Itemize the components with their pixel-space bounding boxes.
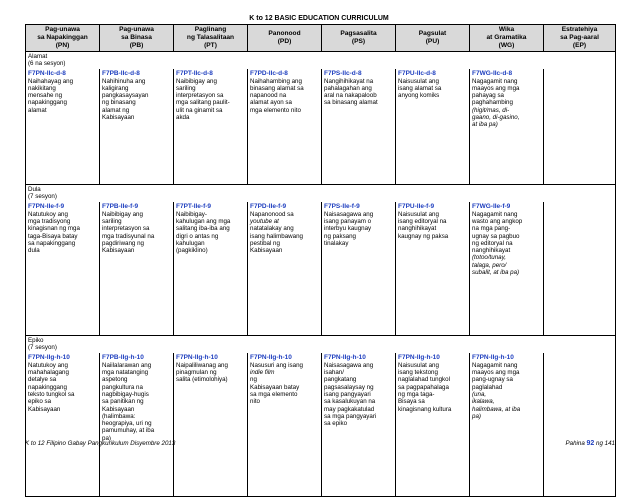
column-header-line: (WG) bbox=[498, 42, 515, 49]
competency-cell bbox=[544, 353, 616, 497]
column-header-line: Pagsulat bbox=[418, 30, 447, 37]
competency-cell bbox=[26, 69, 100, 185]
competency-text: Naihahayag ang nakikitang mensahe ng napakinggang alamat bbox=[28, 77, 74, 114]
table-row bbox=[26, 69, 616, 185]
competency-text: Nagagamit nang maayos ang mga pahayag sa paghahambing bbox=[472, 77, 520, 107]
competency-text: Naibibigay ang sariling interpretasyon sa mga tradisyunal na pagdiriwang ng Kabisayaan bbox=[102, 210, 155, 255]
column-header-line: Wika bbox=[498, 26, 515, 33]
section-label-row bbox=[26, 336, 616, 353]
competency-code: F7PS-IIe-f-9 bbox=[324, 202, 360, 210]
competency-text-continued: natatalakay ang isang halimbawang pestibal ng Kabisayaan bbox=[250, 225, 303, 255]
table-row bbox=[26, 202, 616, 336]
section-label-row bbox=[26, 52, 616, 69]
competency-text: Naipaliliwanag ang pinagmulan ng salita (etimolohiya) bbox=[176, 361, 228, 384]
competency-code: F7PU-IIc-d-8 bbox=[398, 69, 436, 77]
competency-text: Nahihinuha ang kaligirang pangkasaysayan ng binasang alamat ng Kabisayaan bbox=[102, 77, 149, 122]
column-header-line: sa Napakinggan bbox=[37, 34, 88, 41]
competency-italic-text: (totoo/tunay, talaga, pero/ subalit, at iba pa) bbox=[472, 254, 520, 277]
competency-cell bbox=[322, 202, 396, 336]
competency-code: F7PN-IIg-h-10 bbox=[324, 353, 366, 361]
competency-text: Naisusulat ang isang alamat sa anyong komiks bbox=[398, 77, 442, 100]
column-header-line: (PU) bbox=[425, 38, 440, 45]
column-header-line: (PN) bbox=[55, 42, 70, 49]
competency-text: Naisusulat ang isang tekstong naglalahad tungkol sa pagpapahalaga ng mga taga- Bisaya sa kinagisnang kultura bbox=[398, 361, 452, 413]
competency-text: Natutukoy ang mahahalagang detalye sa napakinggang teksto tungkol sa epiko sa Kabisayaan bbox=[28, 361, 75, 413]
competency-text: Naibibigay ang sariling interpretasyon sa mga salitang paulit- ulit na ginamit sa akda bbox=[176, 77, 230, 122]
competency-code: F7PT-IIc-d-8 bbox=[176, 69, 213, 77]
competency-cell bbox=[470, 353, 544, 497]
competency-cell bbox=[26, 353, 100, 497]
column-header bbox=[26, 25, 100, 52]
competency-code: F7PD-IIe-f-9 bbox=[250, 202, 287, 210]
section-label-cell bbox=[26, 336, 616, 353]
column-header bbox=[174, 25, 248, 52]
column-header-line: Pag-unawa bbox=[119, 26, 154, 33]
competency-text: Nagagamit nang wasto ang angkop na mga pang- ugnay sa pagbuo ng editoryal na nanghihikayat bbox=[472, 210, 523, 255]
competency-text: Nagagamit nang maayos ang mga pang-ugnay sa paglalahad bbox=[472, 361, 520, 391]
section-label: Alamat (6 na sesyon) bbox=[28, 53, 66, 68]
competency-text: Nangihihikayat na pahalagahan ang aral na nakapaloob sa binasang alamat bbox=[324, 77, 378, 107]
competency-code: F7PN-IIg-h-10 bbox=[176, 353, 218, 361]
section-label-cell bbox=[26, 185, 616, 202]
competency-cell bbox=[100, 69, 174, 185]
column-header-line: (PT) bbox=[204, 42, 217, 49]
column-header bbox=[322, 25, 396, 52]
competency-code: F7PN-IIg-h-10 bbox=[398, 353, 440, 361]
competency-cell bbox=[174, 202, 248, 336]
column-header-line: sa Binasa bbox=[121, 34, 152, 41]
competency-cell bbox=[100, 202, 174, 336]
competency-text: Naisasagawa ang isang panayam o interbyu kaugnay ng paksang tinalakay bbox=[324, 210, 374, 247]
column-header-line: (PB) bbox=[129, 42, 144, 49]
competency-cell bbox=[248, 69, 322, 185]
column-header bbox=[396, 25, 470, 52]
column-header-line: Pag-unawa bbox=[45, 26, 80, 33]
competency-italic-text: (higit/mas, di- gaano, di-gasino, at iba pa) bbox=[472, 106, 520, 129]
competency-cell bbox=[544, 202, 616, 336]
competency-text: Naisasagawa ang isahan/ pangkatang pagsasalaysay ng isang pangyayari sa kasalukuyan na may pagkakatulad sa mga pangyayari sa epiko bbox=[324, 361, 377, 428]
column-header bbox=[248, 25, 322, 52]
column-header-line: (PS) bbox=[351, 38, 366, 45]
table-row bbox=[26, 353, 616, 497]
section-label-cell bbox=[26, 52, 616, 69]
column-header-line: ng Talasalitaan bbox=[186, 34, 235, 41]
competency-code: F7PB-IIg-h-10 bbox=[102, 353, 144, 361]
competency-text: Natutukoy ang mga tradisyong kinagisnan ng mga taga-Bisaya batay sa napakinggang dula bbox=[28, 210, 80, 255]
page-title: K to 12 BASIC EDUCATION CURRICULUM bbox=[249, 15, 389, 22]
competency-cell bbox=[396, 353, 470, 497]
column-header-line: Panonood bbox=[268, 30, 301, 37]
competency-code: F7PN-IIc-d-8 bbox=[28, 69, 66, 77]
competency-text: Naihahambing ang binasang alamat sa napanood na alamat ayon sa mga elemento nito bbox=[250, 77, 304, 114]
column-header bbox=[544, 25, 616, 52]
competency-cell bbox=[174, 69, 248, 185]
footer-page-number: Pahina 92 ng 141 bbox=[565, 440, 615, 447]
competency-cell bbox=[396, 69, 470, 185]
competency-code: F7PS-IIc-d-8 bbox=[324, 69, 362, 77]
competency-text: Naibibigay- kahulugan ang mga salitang iba-iba ang digri o antas ng kahulugan (pagkiklino) bbox=[176, 210, 231, 255]
competency-code: F7WG-IIc-d-8 bbox=[472, 69, 513, 77]
competency-code: F7PU-IIe-f-9 bbox=[398, 202, 435, 210]
column-header-line: (EP) bbox=[572, 42, 587, 49]
competency-cell bbox=[100, 353, 174, 497]
competency-cell bbox=[174, 353, 248, 497]
column-header-line: (PD) bbox=[277, 38, 292, 45]
column-header-line: Paglinang bbox=[194, 26, 227, 33]
competency-italic-text: indie film bbox=[250, 369, 275, 377]
column-header-line: sa Pag-aaral bbox=[560, 34, 599, 41]
competency-cell bbox=[322, 69, 396, 185]
competency-text: Naisusulat ang isang editoryal na nanghihikayat kaugnay ng paksa bbox=[398, 210, 449, 240]
competency-italic-text: (una, ikalawa, halimbawa, at iba pa) bbox=[472, 390, 521, 420]
competency-cell bbox=[470, 202, 544, 336]
header-row bbox=[26, 25, 616, 52]
competency-text-continued: ng Kabisayaan batay sa mga elemento nito bbox=[250, 376, 300, 406]
section-label-row bbox=[26, 185, 616, 202]
competency-code: F7PD-IIc-d-8 bbox=[250, 69, 288, 77]
section-label: Dula (7 sesyon) bbox=[28, 186, 57, 201]
competency-cell bbox=[544, 69, 616, 185]
competency-code: F7PN-IIg-h-10 bbox=[28, 353, 70, 361]
column-header-line: Pagsasalita bbox=[340, 30, 377, 37]
competency-text: Nasusuri ang isang bbox=[250, 361, 303, 369]
column-header-line: Estratehiya bbox=[561, 26, 598, 33]
competency-code: F7PN-IIg-h-10 bbox=[250, 353, 292, 361]
section-label: Epiko (7 sesyon) bbox=[28, 337, 57, 352]
competency-cell bbox=[248, 202, 322, 336]
column-header bbox=[100, 25, 174, 52]
competency-cell bbox=[322, 353, 396, 497]
competency-code: F7PN-IIg-h-10 bbox=[472, 353, 514, 361]
competency-italic-text: youtube at bbox=[250, 217, 279, 225]
competency-cell bbox=[248, 353, 322, 497]
competency-cell bbox=[396, 202, 470, 336]
curriculum-table bbox=[25, 24, 616, 497]
column-header-line: at Gramatika bbox=[486, 34, 527, 41]
column-header bbox=[470, 25, 544, 52]
competency-cell bbox=[470, 69, 544, 185]
competency-text: Napanonood sa bbox=[250, 210, 294, 218]
competency-code: F7PB-IIc-d-8 bbox=[102, 69, 140, 77]
competency-code: F7PN-IIe-f-9 bbox=[28, 202, 65, 210]
competency-code: F7PB-IIe-f-9 bbox=[102, 202, 139, 210]
competency-text: Naiilalarawan ang mga natatanging aspetong pangkultura na nagbibigay-hugis sa panitikan ng Kabisayaan (halimbawa: heograpiya, uri ng pamumuhay, at iba pa) bbox=[102, 361, 155, 442]
footer-document-title: K to 12 Filipino Gabay Pangkurikulum Disyembre 2013 bbox=[25, 440, 176, 447]
competency-code: F7PT-IIe-f-9 bbox=[176, 202, 212, 210]
competency-cell bbox=[26, 202, 100, 336]
competency-code: F7WG-IIe-f-9 bbox=[472, 202, 511, 210]
